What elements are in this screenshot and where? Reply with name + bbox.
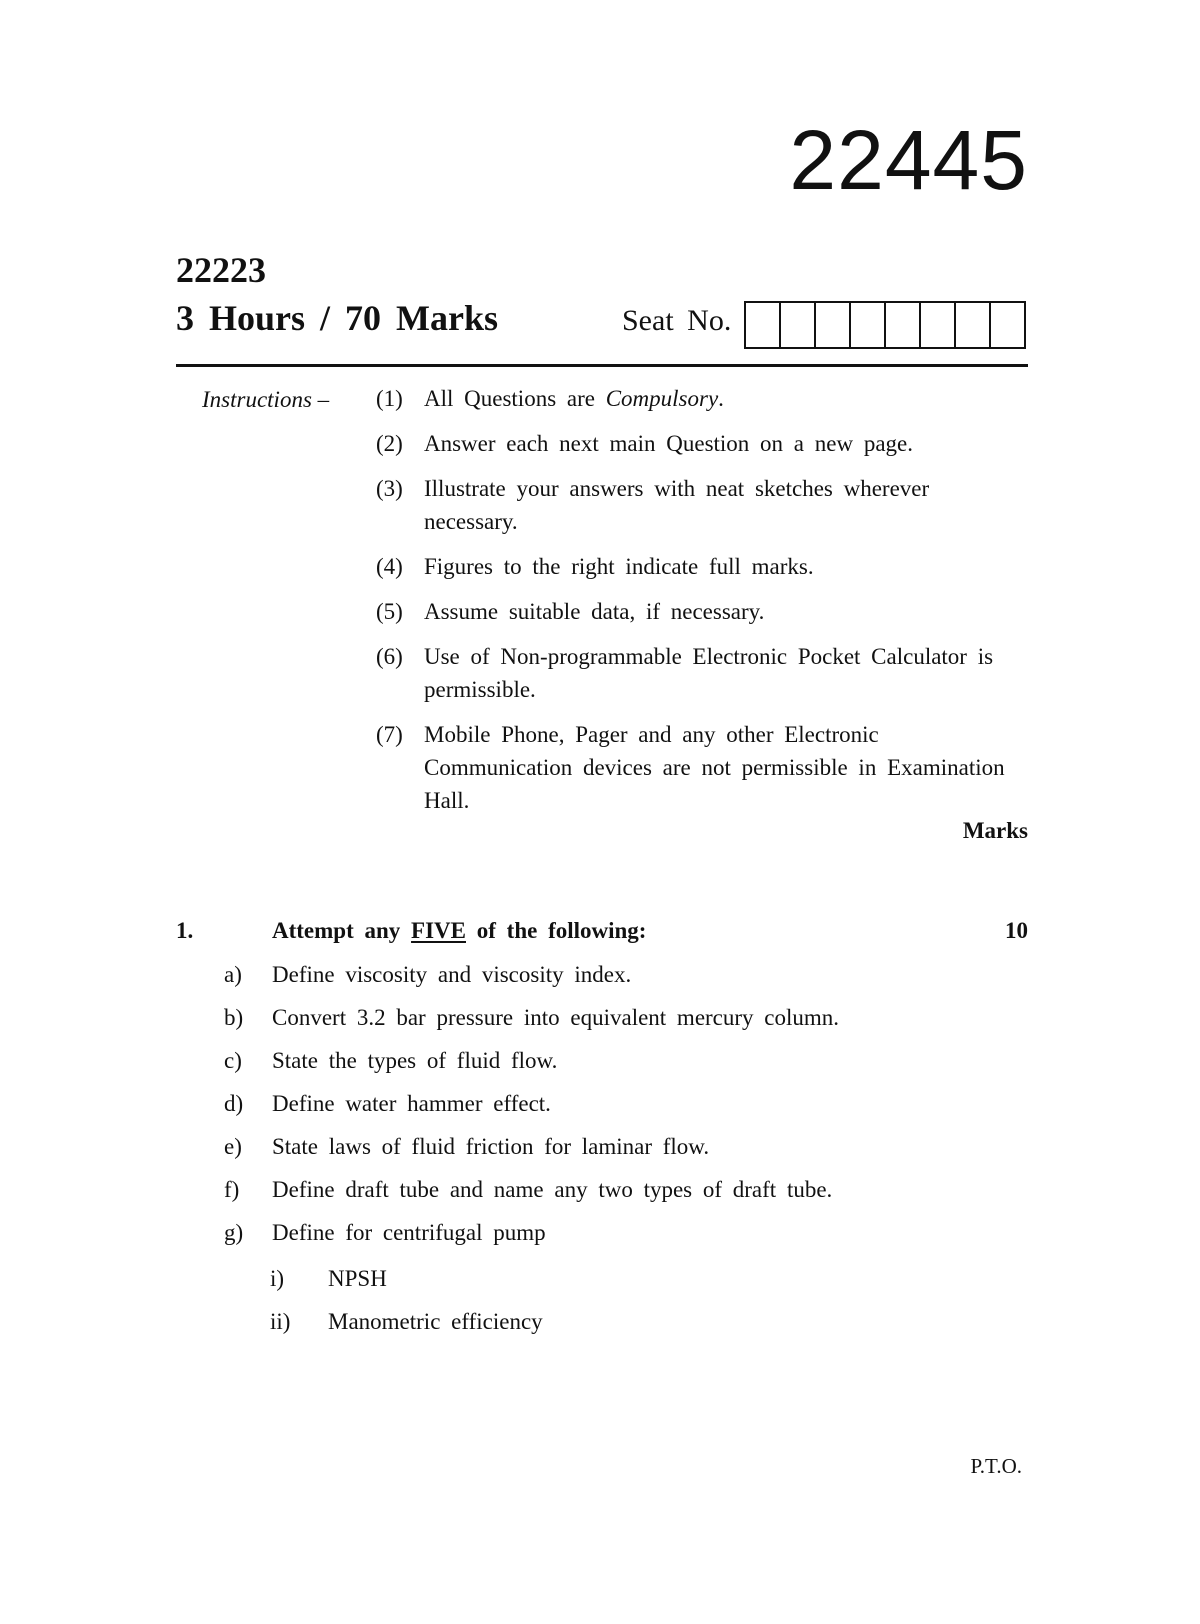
instruction-item bbox=[376, 550, 1016, 583]
seat-box bbox=[816, 303, 851, 347]
part-label: d) bbox=[224, 1091, 244, 1116]
part-label: f) bbox=[224, 1177, 240, 1202]
instruction-item bbox=[376, 427, 1016, 460]
paper-id-large: 22445 bbox=[789, 113, 1028, 207]
question-text: Attempt any FIVE of the following: bbox=[272, 918, 647, 943]
duration-marks: 3 Hours / 70 Marks bbox=[176, 298, 499, 338]
seat-box bbox=[746, 303, 781, 347]
question-subpart bbox=[270, 1305, 543, 1338]
instruction-text: Illustrate your answers with neat sketches wherever necessary. bbox=[424, 476, 930, 534]
instruction-number: (5) bbox=[376, 599, 403, 624]
instruction-item bbox=[376, 472, 1016, 538]
question-part bbox=[224, 1044, 1024, 1077]
part-label: e) bbox=[224, 1134, 242, 1159]
seat-number-label: Seat No. bbox=[622, 304, 732, 337]
instructions-list bbox=[376, 382, 1016, 829]
instruction-text: Figures to the right indicate full marks. bbox=[424, 554, 814, 579]
seat-number-boxes bbox=[744, 301, 1026, 349]
question-part bbox=[224, 1087, 1024, 1120]
seat-box bbox=[851, 303, 886, 347]
instructions-label: Instructions – bbox=[202, 387, 330, 412]
subpart-text: Manometric efficiency bbox=[328, 1309, 543, 1334]
part-text: Define for centrifugal pump bbox=[272, 1220, 546, 1245]
seat-box bbox=[781, 303, 816, 347]
seat-box bbox=[956, 303, 991, 347]
question-part bbox=[224, 1130, 1024, 1163]
subject-code: 22223 bbox=[176, 250, 266, 290]
subpart-label: i) bbox=[270, 1266, 285, 1291]
question-marks: 10 bbox=[1005, 918, 1028, 943]
part-label: b) bbox=[224, 1005, 244, 1030]
part-label: a) bbox=[224, 962, 242, 987]
question-1g-subparts bbox=[270, 1262, 543, 1348]
question-part bbox=[224, 1216, 1024, 1249]
part-text: Define water hammer effect. bbox=[272, 1091, 551, 1116]
question-number: 1. bbox=[176, 918, 194, 943]
seat-box bbox=[921, 303, 956, 347]
seat-box bbox=[991, 303, 1026, 347]
subpart-label: ii) bbox=[270, 1309, 291, 1334]
question-part bbox=[224, 1001, 1024, 1034]
instruction-item bbox=[376, 718, 1016, 817]
instruction-text: Use of Non-programmable Electronic Pocket Calculator is permissible. bbox=[424, 644, 994, 702]
instruction-number: (7) bbox=[376, 722, 403, 747]
instruction-item bbox=[376, 640, 1016, 706]
instruction-number: (3) bbox=[376, 476, 403, 501]
question-part bbox=[224, 958, 1024, 991]
part-text: State laws of fluid friction for laminar flow. bbox=[272, 1134, 710, 1159]
subpart-text: NPSH bbox=[328, 1266, 387, 1291]
instruction-text: Mobile Phone, Pager and any other Electronic Communication devices are not permissible in Examination Hall. bbox=[424, 722, 1005, 813]
question-subpart bbox=[270, 1262, 543, 1295]
instruction-number: (1) bbox=[376, 386, 403, 411]
instruction-number: (2) bbox=[376, 431, 403, 456]
instruction-item bbox=[376, 595, 1016, 628]
part-text: State the types of fluid flow. bbox=[272, 1048, 558, 1073]
question-1-parts bbox=[224, 958, 1024, 1259]
part-text: Define viscosity and viscosity index. bbox=[272, 962, 632, 987]
header-divider bbox=[176, 364, 1028, 367]
part-label: g) bbox=[224, 1220, 244, 1245]
instruction-item bbox=[376, 382, 1016, 415]
instruction-number: (4) bbox=[376, 554, 403, 579]
question-part bbox=[224, 1173, 1024, 1206]
instruction-text: All Questions are Compulsory. bbox=[424, 386, 724, 411]
part-text: Convert 3.2 bar pressure into equivalent mercury column. bbox=[272, 1005, 840, 1030]
part-label: c) bbox=[224, 1048, 242, 1073]
instruction-text: Assume suitable data, if necessary. bbox=[424, 599, 765, 624]
instruction-text: Answer each next main Question on a new page. bbox=[424, 431, 913, 456]
instruction-number: (6) bbox=[376, 644, 403, 669]
please-turn-over: P.T.O. bbox=[970, 1454, 1022, 1478]
marks-column-heading: Marks bbox=[962, 818, 1028, 843]
seat-box bbox=[886, 303, 921, 347]
part-text: Define draft tube and name any two types of draft tube. bbox=[272, 1177, 833, 1202]
